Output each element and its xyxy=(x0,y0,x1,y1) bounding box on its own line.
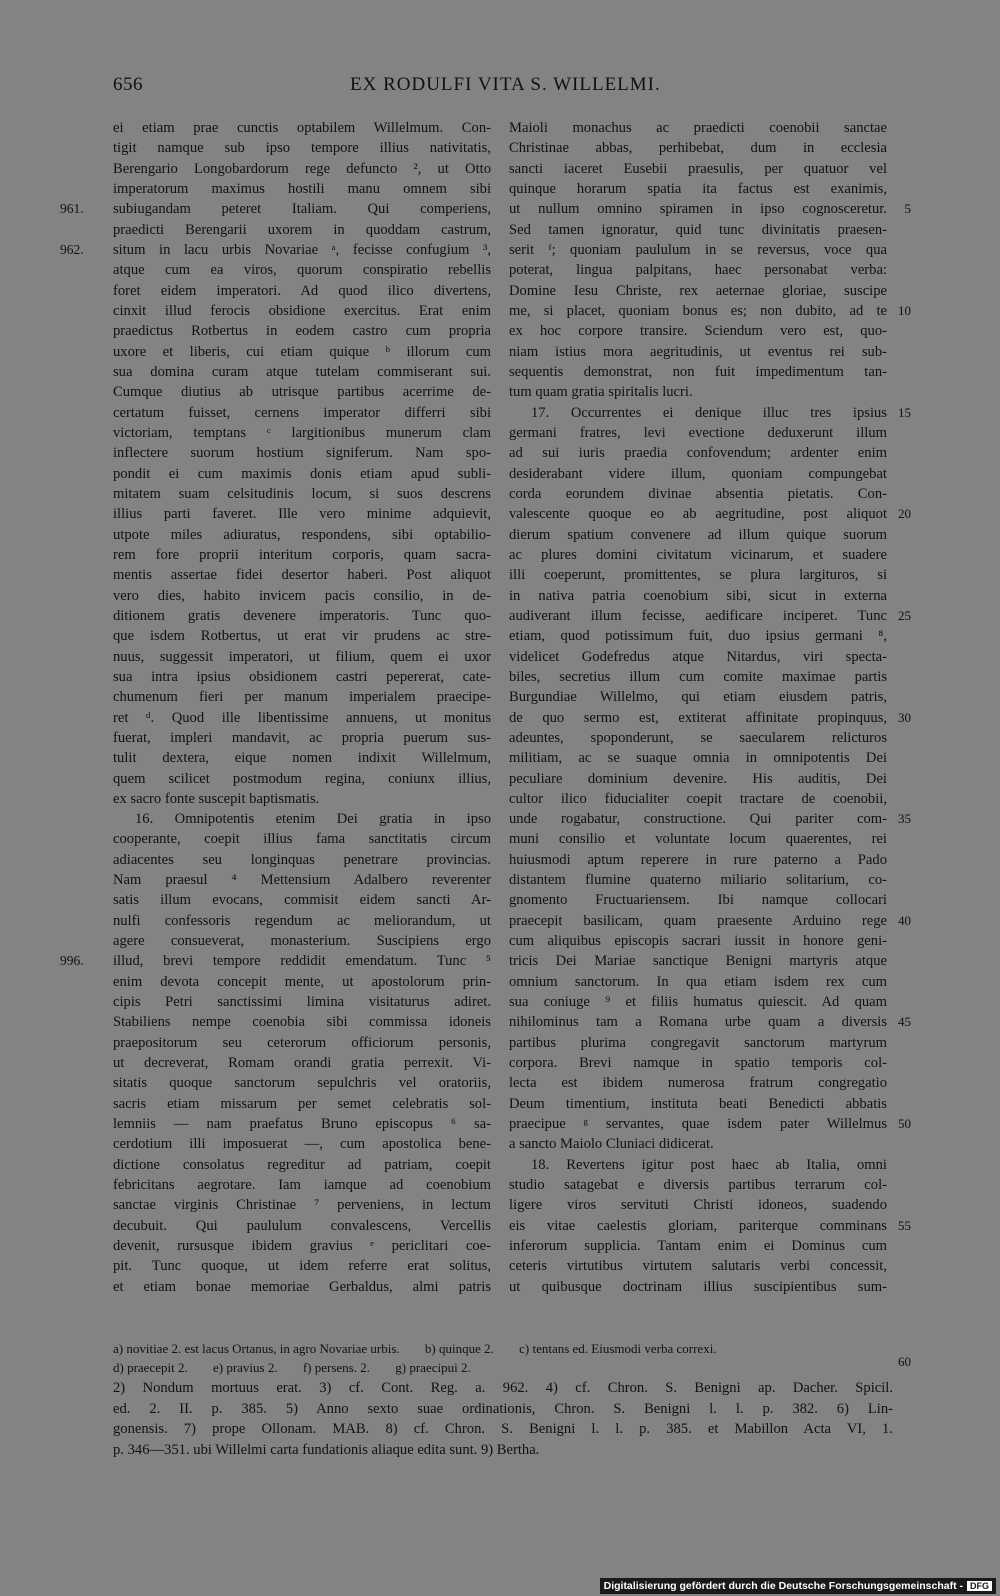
line-number: 15 xyxy=(898,404,911,420)
text-line: ei etiam prae cunctis optabilem Willelmum. Con- xyxy=(113,120,491,136)
text-line: utpote miles adiuratus, respondens, sibi optabilio- xyxy=(113,526,491,543)
text-line: nuus, suggessit imperatori, ut filium, quem ei uxor xyxy=(113,648,491,665)
text-line: vero dies, habito invicem pacis consilio, in de- xyxy=(113,587,491,604)
text-line: videlicet Godefredus atque Nitardus, viri specta- xyxy=(509,648,887,665)
text-line: militiam, ac se suaque omnia in omnipotentis Dei xyxy=(509,750,887,767)
text-line: Christinae abbas, perhibebat, dum in ecclesia xyxy=(509,140,887,157)
text-line: nihilominus tam a Romana urbe quam a diversis 45 xyxy=(509,1012,887,1032)
text-line: sequentis demonstrat, non fuit impedimentum tan- xyxy=(509,363,887,380)
dfg-logo: DFG xyxy=(967,1581,992,1591)
text-line: biles, secretius illum cum comite maximae partis xyxy=(509,668,887,685)
text-line: Burgundiae Willelmo, qui etiam eiusdem patris, xyxy=(509,689,887,706)
text-line: unde rogabatur, constructione. Qui pariter com- 35 xyxy=(509,809,887,829)
text-line: ut decreverat, Romam orandi gratia perrexit. Vi- xyxy=(113,1055,491,1072)
left-text-column xyxy=(60,118,491,1297)
line-number: 35 xyxy=(898,811,911,827)
text-line: 16. Omnipotentis etenim Dei gratia in ipso xyxy=(135,811,491,828)
text-line: cipis Petri sanctissimi limina visitaturus adiret. xyxy=(113,994,491,1011)
text-line: tulit dextera, eique nomen indixit Willelmum, xyxy=(113,750,491,767)
text-line: Sed tamen ignoratur, quid tunc divinitatis praesen- xyxy=(509,221,887,238)
text-line: etiam, quod potissimum fuit, duo ipsius germani ⁸, xyxy=(509,628,887,645)
text-line: tigit namque sub ipso tempore illius nativitatis, xyxy=(113,140,491,157)
line-number: 40 xyxy=(898,912,911,928)
text-line: Domine Iesu Christe, rex aeternae gloriae, suscipe xyxy=(509,282,887,299)
text-line: corda eorundem divinae absentia pietatis. Con- xyxy=(509,485,887,502)
variants-line-2 xyxy=(113,1358,893,1377)
text-line: atque cum ea viros, quorum conspiratio rebellis xyxy=(113,262,491,279)
text-line: lemniis — nam praefatus Bruno episcopus ⁶ sa- xyxy=(113,1116,491,1133)
margin-year: 961. xyxy=(60,201,84,217)
line-number: 30 xyxy=(898,709,911,725)
text-line: foret eidem imperatori. Ad quod ilico divertens, xyxy=(113,282,491,299)
text-line: cinxit illud ferocis obsidione exercitus. Erat enim xyxy=(113,302,491,319)
text-line: 17. Occurrentes ei denique illuc tres ipsius 15 xyxy=(509,403,887,423)
text-line: sitatis quoque sanctorum sepulchris vel oratoriis, xyxy=(113,1075,491,1092)
text-line: praedictus Rotbertus in eodem castro cum propria xyxy=(113,323,491,340)
text-line: eis vitae caelestis gloriam, pariterque comminans 55 xyxy=(509,1216,887,1236)
text-line: sancti iaceret Eusebii praesulis, per quatuor vel xyxy=(509,160,887,177)
footnote-separator xyxy=(113,1332,893,1333)
text-line: peculiare dominium devenire. His auditis, Dei xyxy=(509,770,887,787)
text-line: quem scilicet postmodum regina, coniunx illius, xyxy=(113,770,491,787)
text-line: ad sui iuris praedia confovendum; ardenter enim xyxy=(509,445,887,462)
footnote-line: 2) Nondum mortuus erat. 3) cf. Cont. Reg. a. 962. 4) cf. Chron. S. Benigni ap. Dacher. Spicil. xyxy=(113,1380,893,1396)
text-line: febricitans aegrotare. Iam iamque ad coenobium xyxy=(113,1177,491,1194)
text-line: nulfi confessoris regendum ac meliorandum, ut xyxy=(113,912,491,929)
text-line: tum quam gratia spiritalis lucri. xyxy=(509,384,693,401)
variant-a: a) novitiae 2. est lacus Ortanus, in agro Novariae urbis. xyxy=(113,1341,400,1356)
line-number: 45 xyxy=(898,1014,911,1030)
text-line: studio satagebat e diversis partibus terrarum col- xyxy=(509,1177,887,1194)
variants-line-1 xyxy=(113,1339,893,1358)
variant-f: f) persens. 2. xyxy=(302,1360,370,1375)
text-line: partibus plurima congregavit sanctorum martyrum xyxy=(509,1034,887,1051)
text-line: corpora. Brevi namque in spatio temporis col- xyxy=(509,1055,887,1072)
footnote-line: ed. 2. II. p. 385. 5) Anno sexto suae ordinationis, Chron. S. Benigni l. l. p. 382. 6) Lin- xyxy=(113,1400,893,1417)
text-line: situm in lacu urbis Novariae ᵃ, fecisse confugium ³, 962. xyxy=(113,240,491,260)
text-line: illius parti faveret. Ille vero minime adquievit, xyxy=(113,506,491,523)
text-line: quinque horarum spatia ita factus est exanimis, xyxy=(509,180,887,197)
text-line: ex sacro fonte suscepit baptismatis. xyxy=(113,790,320,807)
line-number: 20 xyxy=(898,506,911,522)
text-line: me, si placet, quoniam bonus es; non dubito, ad te 10 xyxy=(509,301,887,321)
text-line: gnomento Fructuariensem. Ibi namque collocari xyxy=(509,892,887,909)
text-line: inflectere suorum hostium signiferum. Nam spo- xyxy=(113,445,491,462)
text-line: ex hoc corpore transire. Sciendum vero est, quo- xyxy=(509,323,887,340)
text-line: sua intra ipsius obsidionem castri pepererat, cate- xyxy=(113,668,491,685)
footnote-line: gonensis. 7) prope Ollonam. MAB. 8) cf. Chron. S. Benigni l. l. p. 385. et Mabillon Acta VI, 1. xyxy=(113,1421,893,1437)
page-number: 656 xyxy=(113,74,143,95)
line-number: 25 xyxy=(898,607,911,623)
text-line: que isdem Rotbertus, ut erat vir prudens ac stre- xyxy=(113,628,491,645)
text-line: niam istius mora aegritudinis, ut eventus rei sub- xyxy=(509,343,887,360)
text-line: certatum fuisset, cernens imperator differri sibi xyxy=(113,404,491,421)
text-line: Berengario Longobardorum rege defuncto ², ut Otto xyxy=(113,160,491,177)
text-line: cerdotium illi imposuerat —, cum apostolica bene- xyxy=(113,1136,491,1153)
text-line: mitatem suam celsitudinis locum, si suos descrens xyxy=(113,485,491,502)
variant-c: c) tentans ed. Eiusmodi verba correxi. xyxy=(519,1341,717,1356)
text-line: sua domina curam atque tutelam commiserant sui. xyxy=(113,363,491,380)
text-line: et etiam bonae memoriae Gerbaldus, almi patris xyxy=(113,1278,491,1295)
text-line: lecta est ibidem numerosa fratrum congregatio xyxy=(509,1075,887,1092)
text-line: ceteris virtutibus virtutem salutaris verbi concessit, xyxy=(509,1258,887,1275)
text-line: Maioli monachus ac praedicti coenobii sanctae xyxy=(509,120,887,136)
text-line: germani fratres, levi evectione deduxerunt illum xyxy=(509,424,887,441)
digitization-credit xyxy=(600,1578,996,1594)
text-line: de quo sermo est, extiterat affinitate propinquus, 30 xyxy=(509,708,887,728)
text-line: muni consilio et voluntate locum quaerentes, rei xyxy=(509,831,887,848)
text-line: ut quibusque doctrinam illius suscipientibus sum- xyxy=(509,1278,887,1295)
text-line: tricis Dei Mariae sanctique Benigni martyris atque xyxy=(509,953,887,970)
text-line: mentis assertae fidei desertor haberi. Post aliquot xyxy=(113,567,491,584)
text-line: ret ᵈ. Quod ille libentissime annuens, ut monitus xyxy=(113,709,491,726)
margin-year: 962. xyxy=(60,241,84,257)
text-line: praecepit basilicam, quam praesente Arduino rege 40 xyxy=(509,911,887,931)
text-line: pit. Tunc quoque, ut idem referre erat solitus, xyxy=(113,1258,491,1275)
line-number-60: 60 xyxy=(898,1354,911,1369)
text-line: subiugandam peteret Italiam. Qui comperiens, 961. xyxy=(113,199,491,219)
text-line: dictione consolatus regreditur ad patriam, coepit xyxy=(113,1156,491,1173)
text-line: huiusmodi aptum reperere in rure paterno a Pado xyxy=(509,851,887,868)
text-line: adeuntes, spoponderunt, se saecularem relicturos xyxy=(509,729,887,746)
text-line: adiacentes seu longinquas penetrare provincias. xyxy=(113,851,491,868)
text-line: fuerat, impleri mandavit, ac propria puerum sus- xyxy=(113,729,491,746)
credit-text: Digitalisierung gefördert durch die Deutsche Forschungsgemeinschaft - xyxy=(603,1580,963,1592)
text-line: distantem flumine quaterno miliario solitarium, co- xyxy=(509,872,887,889)
text-line: sacris etiam missarum per semet celebratis sol- xyxy=(113,1095,491,1112)
text-line: ac plures domini civitatum vicinarum, et suadere xyxy=(509,546,887,563)
right-text-column xyxy=(509,118,911,1297)
text-line: Cumque diutius ab utrisque partibus acerrime de- xyxy=(113,384,491,401)
text-line: inferorum supplicia. Tantam enim ei Dominus cum xyxy=(509,1238,887,1255)
running-title: EX RODULFI VITA S. WILLELMI. xyxy=(350,74,661,95)
footnote-line: p. 346—351. ubi Willelmi carta fundationis aliaque edita sunt. 9) Bertha. xyxy=(113,1441,540,1458)
textual-variants xyxy=(113,1339,893,1377)
margin-year: 996. xyxy=(60,953,84,969)
text-line: uxore et liberis, cui etiam quique ᵇ illorum cum xyxy=(113,343,491,360)
text-line: praecipue ᵍ servantes, quae isdem pater Willelmus 50 xyxy=(509,1114,887,1134)
text-line: audiverant illum fecisse, aedificare inciperet. Tunc 25 xyxy=(509,606,887,626)
text-line: illud, brevi tempore reddidit emendatum. Tunc ⁵ 996. xyxy=(113,951,491,971)
text-line: praepositorum seu ceterorum officiorum personis, xyxy=(113,1034,491,1051)
text-line: ut nullum omnino spiramen in ipso cognosceretur. 5 xyxy=(509,199,887,219)
text-line: a sancto Maiolo Cluniaci didicerat. xyxy=(509,1136,714,1153)
line-number: 55 xyxy=(898,1217,911,1233)
page-header xyxy=(0,74,1000,100)
text-line: chumenum fieri per manum imperialem praecipe- xyxy=(113,689,491,706)
footnotes xyxy=(113,1378,893,1460)
variant-d: d) praecepit 2. xyxy=(113,1360,188,1375)
text-line: devenit, rursusque ibidem gravius ᵉ periclitari coe- xyxy=(113,1238,491,1255)
text-line: 18. Revertens igitur post haec ab Italia, omni xyxy=(531,1156,887,1173)
text-line: ditionem gratis devenere imperatoris. Tunc quo- xyxy=(113,607,491,624)
text-line: victoriam, temptans ᶜ largitionibus munerum clam xyxy=(113,424,491,441)
text-line: imperatorum maximus hostili manu omnem sibi xyxy=(113,180,491,197)
text-line: satis illum evocans, commisit eidem sancti Ar- xyxy=(113,892,491,909)
text-line: praedicti Berengarii uxorem in quoddam castrum, xyxy=(113,221,491,238)
text-line: cooperante, coepit illius fama sanctitatis circum xyxy=(113,831,491,848)
text-line: illi coeperunt, promittentes, se plura largituros, si xyxy=(509,567,887,584)
text-line: Deum timentium, instituta beati Benedicti abbatis xyxy=(509,1095,887,1112)
text-line: agere consueverat, monasterium. Suscipiens ergo xyxy=(113,933,491,950)
text-line: in nativa patria coenobium sibi, sicut in externa xyxy=(509,587,887,604)
text-line: valescente quoque eo ab aegritudine, post aliquot 20 xyxy=(509,504,887,524)
text-line: cultor ilico fiducialiter coepit tractare de coenobii, xyxy=(509,790,887,807)
text-line: pondit ei cum maximis donis etiam apud subli- xyxy=(113,465,491,482)
text-line: dierum spatium convenere ad illum quique suorum xyxy=(509,526,887,543)
text-line: sua coniuge ⁹ et filiis humatus quiescit. Ad quam xyxy=(509,994,887,1011)
text-line: ligere viros servituti Christi idoneos, suadendo xyxy=(509,1197,887,1214)
text-line: cum aliquibus episcopis sacrari iussit in honore geni- xyxy=(509,933,887,950)
text-line: rem fore proprii interitum corporis, quam sacra- xyxy=(113,546,491,563)
text-line: sanctae virginis Christinae ⁷ perveniens, in lectum xyxy=(113,1197,491,1214)
text-line: serit ᶠ; quoniam paululum in se reversus, voce qua xyxy=(509,241,887,258)
text-line: Nam praesul ⁴ Mettensium Adalbero reverenter xyxy=(113,872,491,889)
text-line: poterat, lingua palpitans, haec personabat verba: xyxy=(509,262,887,279)
variant-g: g) praecipui 2. xyxy=(395,1360,471,1375)
text-line: decubuit. Qui paululum convalescens, Vercellis xyxy=(113,1217,491,1234)
line-number: 10 xyxy=(898,302,911,318)
variant-b: b) quinque 2. xyxy=(424,1341,494,1356)
line-number: 50 xyxy=(898,1116,911,1132)
text-line: enim devota concepit mente, ut apostolorum prin- xyxy=(113,973,491,990)
text-line: omnium sanctorum. In qua etiam isdem rex cum xyxy=(509,973,887,990)
variant-e: e) pravius 2. xyxy=(212,1360,278,1375)
line-number: 5 xyxy=(904,201,911,217)
text-line: Stabiliens nempe coenobia sibi commissa idoneis xyxy=(113,1014,491,1031)
text-line: desiderabant videre illum, quoniam compungebat xyxy=(509,465,887,482)
